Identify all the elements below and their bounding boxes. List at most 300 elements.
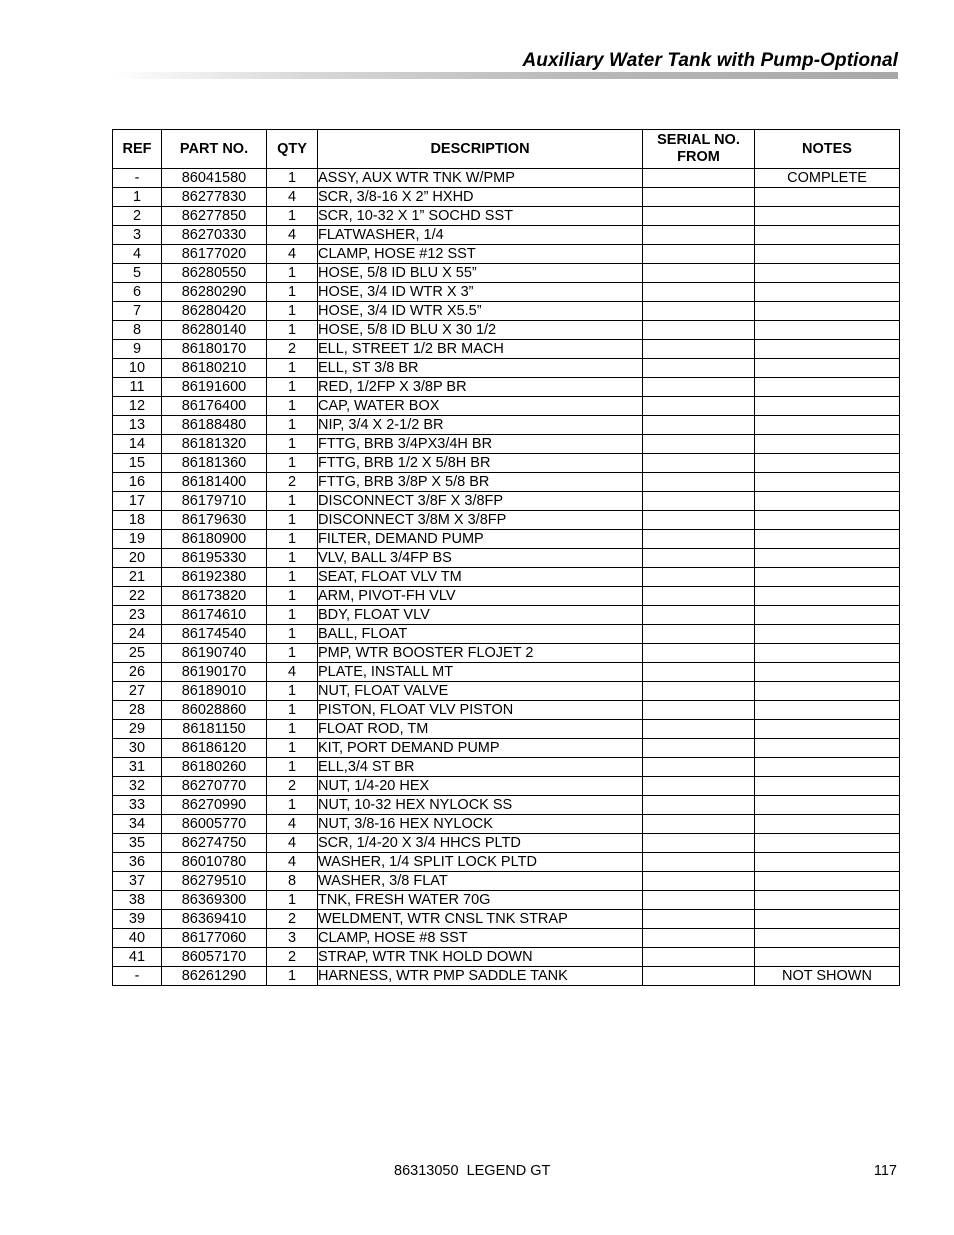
description-cell: CAP, WATER BOX [318, 397, 643, 416]
description-cell: BDY, FLOAT VLV [318, 606, 643, 625]
qty-cell: 4 [267, 834, 318, 853]
ref-cell: 34 [113, 815, 162, 834]
serial-no-cell [643, 321, 755, 340]
description-cell: FTTG, BRB 1/2 X 5/8H BR [318, 454, 643, 473]
serial-no-cell [643, 834, 755, 853]
part-no-cell: 86173820 [162, 587, 267, 606]
table-row [113, 663, 900, 682]
part-no-cell: 86180260 [162, 758, 267, 777]
table-row [113, 853, 900, 872]
notes-cell [755, 891, 900, 910]
description-cell: HOSE, 3/4 ID WTR X 3” [318, 283, 643, 302]
notes-cell [755, 777, 900, 796]
serial-no-cell [643, 625, 755, 644]
description-cell: SCR, 10-32 X 1” SOCHD SST [318, 207, 643, 226]
table-row [113, 283, 900, 302]
serial-no-cell [643, 853, 755, 872]
table-row [113, 492, 900, 511]
table-row [113, 815, 900, 834]
ref-cell: 8 [113, 321, 162, 340]
serial-no-cell [643, 701, 755, 720]
ref-cell: 20 [113, 549, 162, 568]
serial-no-cell [643, 644, 755, 663]
description-cell: PMP, WTR BOOSTER FLOJET 2 [318, 644, 643, 663]
notes-cell [755, 473, 900, 492]
ref-cell: 15 [113, 454, 162, 473]
part-no-cell: 86180170 [162, 340, 267, 359]
notes-cell [755, 226, 900, 245]
qty-cell: 1 [267, 682, 318, 701]
description-cell: WASHER, 3/8 FLAT [318, 872, 643, 891]
table-row [113, 340, 900, 359]
description-cell: VLV, BALL 3/4FP BS [318, 549, 643, 568]
part-no-cell: 86041580 [162, 169, 267, 188]
table-row [113, 226, 900, 245]
notes-cell [755, 625, 900, 644]
description-cell: HOSE, 5/8 ID BLU X 55” [318, 264, 643, 283]
part-no-cell: 86190740 [162, 644, 267, 663]
description-cell: FLOAT ROD, TM [318, 720, 643, 739]
qty-cell: 4 [267, 188, 318, 207]
qty-cell: 1 [267, 302, 318, 321]
table-row [113, 777, 900, 796]
serial-no-cell [643, 226, 755, 245]
description-cell: HARNESS, WTR PMP SADDLE TANK [318, 967, 643, 986]
serial-no-cell [643, 454, 755, 473]
serial-no-cell [643, 872, 755, 891]
notes-cell [755, 435, 900, 454]
parts-table-body [113, 169, 900, 986]
part-no-cell: 86274750 [162, 834, 267, 853]
description-cell: FTTG, BRB 3/8P X 5/8 BR [318, 473, 643, 492]
ref-cell: 40 [113, 929, 162, 948]
notes-cell [755, 492, 900, 511]
ref-cell: - [113, 169, 162, 188]
qty-cell: 4 [267, 853, 318, 872]
serial-no-cell [643, 948, 755, 967]
part-no-cell: 86177060 [162, 929, 267, 948]
col-header-description: DESCRIPTION [318, 130, 643, 169]
table-row [113, 967, 900, 986]
serial-no-cell [643, 188, 755, 207]
part-no-cell: 86280420 [162, 302, 267, 321]
col-header-ref: REF [113, 130, 162, 169]
qty-cell: 1 [267, 644, 318, 663]
qty-cell: 2 [267, 473, 318, 492]
table-row [113, 397, 900, 416]
table-row [113, 682, 900, 701]
table-row [113, 587, 900, 606]
ref-cell: 41 [113, 948, 162, 967]
part-no-cell: 86010780 [162, 853, 267, 872]
part-no-cell: 86188480 [162, 416, 267, 435]
qty-cell: 1 [267, 492, 318, 511]
notes-cell [755, 454, 900, 473]
notes-cell: NOT SHOWN [755, 967, 900, 986]
description-cell: DISCONNECT 3/8M X 3/8FP [318, 511, 643, 530]
ref-cell: 24 [113, 625, 162, 644]
ref-cell: 23 [113, 606, 162, 625]
description-cell: BALL, FLOAT [318, 625, 643, 644]
col-header-part-no: PART NO. [162, 130, 267, 169]
ref-cell: 21 [113, 568, 162, 587]
description-cell: NIP, 3/4 X 2-1/2 BR [318, 416, 643, 435]
ref-cell: 36 [113, 853, 162, 872]
part-no-cell: 86369410 [162, 910, 267, 929]
table-row [113, 264, 900, 283]
qty-cell: 1 [267, 454, 318, 473]
ref-cell: 32 [113, 777, 162, 796]
table-row [113, 473, 900, 492]
serial-no-cell [643, 340, 755, 359]
qty-cell: 2 [267, 777, 318, 796]
part-no-cell: 86005770 [162, 815, 267, 834]
part-no-cell: 86028860 [162, 701, 267, 720]
qty-cell: 1 [267, 587, 318, 606]
qty-cell: 1 [267, 264, 318, 283]
part-no-cell: 86280290 [162, 283, 267, 302]
table-row [113, 245, 900, 264]
ref-cell: 39 [113, 910, 162, 929]
qty-cell: 2 [267, 340, 318, 359]
table-row [113, 701, 900, 720]
qty-cell: 1 [267, 739, 318, 758]
serial-no-cell [643, 416, 755, 435]
ref-cell: 1 [113, 188, 162, 207]
part-no-cell: 86191600 [162, 378, 267, 397]
part-no-cell: 86279510 [162, 872, 267, 891]
notes-cell [755, 378, 900, 397]
table-row [113, 606, 900, 625]
parts-table [112, 129, 900, 986]
ref-cell: 33 [113, 796, 162, 815]
serial-no-cell [643, 758, 755, 777]
ref-cell: 11 [113, 378, 162, 397]
notes-cell [755, 834, 900, 853]
table-row [113, 568, 900, 587]
description-cell: TNK, FRESH WATER 70G [318, 891, 643, 910]
description-cell: FILTER, DEMAND PUMP [318, 530, 643, 549]
description-cell: WELDMENT, WTR CNSL TNK STRAP [318, 910, 643, 929]
serial-no-cell [643, 397, 755, 416]
ref-cell: 7 [113, 302, 162, 321]
qty-cell: 8 [267, 872, 318, 891]
notes-cell [755, 188, 900, 207]
serial-no-cell [643, 283, 755, 302]
ref-cell: 30 [113, 739, 162, 758]
serial-no-cell [643, 606, 755, 625]
notes-cell [755, 530, 900, 549]
ref-cell: - [113, 967, 162, 986]
serial-no-cell [643, 587, 755, 606]
description-cell: SEAT, FLOAT VLV TM [318, 568, 643, 587]
qty-cell: 4 [267, 663, 318, 682]
table-header-row [113, 130, 900, 169]
description-cell: NUT, FLOAT VALVE [318, 682, 643, 701]
description-cell: CLAMP, HOSE #8 SST [318, 929, 643, 948]
ref-cell: 5 [113, 264, 162, 283]
notes-cell [755, 853, 900, 872]
qty-cell: 1 [267, 416, 318, 435]
table-row [113, 549, 900, 568]
qty-cell: 1 [267, 568, 318, 587]
ref-cell: 29 [113, 720, 162, 739]
part-no-cell: 86189010 [162, 682, 267, 701]
qty-cell: 1 [267, 606, 318, 625]
table-row [113, 720, 900, 739]
qty-cell: 1 [267, 283, 318, 302]
notes-cell [755, 302, 900, 321]
notes-cell [755, 207, 900, 226]
table-row [113, 834, 900, 853]
table-row [113, 644, 900, 663]
serial-no-cell [643, 169, 755, 188]
ref-cell: 2 [113, 207, 162, 226]
table-row [113, 435, 900, 454]
qty-cell: 1 [267, 321, 318, 340]
footer-page-number: 117 [873, 1163, 897, 1179]
qty-cell: 1 [267, 359, 318, 378]
part-no-cell: 86192380 [162, 568, 267, 587]
serial-no-cell [643, 359, 755, 378]
serial-no-cell [643, 302, 755, 321]
part-no-cell: 86179630 [162, 511, 267, 530]
part-no-cell: 86369300 [162, 891, 267, 910]
ref-cell: 9 [113, 340, 162, 359]
part-no-cell: 86181400 [162, 473, 267, 492]
serial-no-cell [643, 777, 755, 796]
ref-cell: 27 [113, 682, 162, 701]
notes-cell [755, 872, 900, 891]
table-row [113, 416, 900, 435]
ref-cell: 38 [113, 891, 162, 910]
description-cell: SCR, 1/4-20 X 3/4 HHCS PLTD [318, 834, 643, 853]
serial-no-cell [643, 796, 755, 815]
qty-cell: 1 [267, 891, 318, 910]
ref-cell: 13 [113, 416, 162, 435]
qty-cell: 1 [267, 701, 318, 720]
notes-cell [755, 245, 900, 264]
description-cell: SCR, 3/8-16 X 2” HXHD [318, 188, 643, 207]
table-row [113, 910, 900, 929]
description-cell: HOSE, 5/8 ID BLU X 30 1/2 [318, 321, 643, 340]
table-row [113, 378, 900, 397]
serial-no-cell [643, 435, 755, 454]
notes-cell [755, 682, 900, 701]
qty-cell: 1 [267, 549, 318, 568]
description-cell: WASHER, 1/4 SPLIT LOCK PLTD [318, 853, 643, 872]
part-no-cell: 86177020 [162, 245, 267, 264]
part-no-cell: 86270770 [162, 777, 267, 796]
ref-cell: 19 [113, 530, 162, 549]
description-cell: ARM, PIVOT-FH VLV [318, 587, 643, 606]
part-no-cell: 86174540 [162, 625, 267, 644]
description-cell: NUT, 3/8-16 HEX NYLOCK [318, 815, 643, 834]
serial-no-cell [643, 530, 755, 549]
part-no-cell: 86179710 [162, 492, 267, 511]
ref-cell: 6 [113, 283, 162, 302]
part-no-cell: 86180900 [162, 530, 267, 549]
notes-cell [755, 910, 900, 929]
serial-no-cell [643, 511, 755, 530]
part-no-cell: 86190170 [162, 663, 267, 682]
serial-no-cell [643, 264, 755, 283]
ref-cell: 35 [113, 834, 162, 853]
serial-no-cell [643, 929, 755, 948]
part-no-cell: 86174610 [162, 606, 267, 625]
part-no-cell: 86180210 [162, 359, 267, 378]
notes-cell [755, 796, 900, 815]
qty-cell: 1 [267, 207, 318, 226]
notes-cell [755, 701, 900, 720]
col-header-qty: QTY [267, 130, 318, 169]
notes-cell [755, 948, 900, 967]
ref-cell: 22 [113, 587, 162, 606]
ref-cell: 3 [113, 226, 162, 245]
table-row [113, 302, 900, 321]
ref-cell: 25 [113, 644, 162, 663]
part-no-cell: 86280550 [162, 264, 267, 283]
notes-cell [755, 739, 900, 758]
part-no-cell: 86280140 [162, 321, 267, 340]
table-row [113, 530, 900, 549]
description-cell: FLATWASHER, 1/4 [318, 226, 643, 245]
description-cell: ASSY, AUX WTR TNK W/PMP [318, 169, 643, 188]
qty-cell: 1 [267, 378, 318, 397]
description-cell: NUT, 1/4-20 HEX [318, 777, 643, 796]
ref-cell: 14 [113, 435, 162, 454]
ref-cell: 37 [113, 872, 162, 891]
serial-no-cell [643, 492, 755, 511]
serial-no-cell [643, 720, 755, 739]
table-row [113, 454, 900, 473]
table-row [113, 758, 900, 777]
notes-cell [755, 397, 900, 416]
serial-no-cell [643, 739, 755, 758]
table-row [113, 511, 900, 530]
description-cell: STRAP, WTR TNK HOLD DOWN [318, 948, 643, 967]
serial-no-cell [643, 378, 755, 397]
serial-no-cell [643, 207, 755, 226]
table-row [113, 169, 900, 188]
qty-cell: 1 [267, 796, 318, 815]
table-row [113, 929, 900, 948]
ref-cell: 4 [113, 245, 162, 264]
notes-cell [755, 283, 900, 302]
description-cell: FTTG, BRB 3/4PX3/4H BR [318, 435, 643, 454]
qty-cell: 1 [267, 967, 318, 986]
notes-cell [755, 758, 900, 777]
description-cell: KIT, PORT DEMAND PUMP [318, 739, 643, 758]
description-cell: PISTON, FLOAT VLV PISTON [318, 701, 643, 720]
serial-no-cell [643, 473, 755, 492]
notes-cell [755, 359, 900, 378]
serial-no-cell [643, 682, 755, 701]
part-no-cell: 86181320 [162, 435, 267, 454]
page-title: Auxiliary Water Tank with Pump-Optional [522, 50, 898, 71]
part-no-cell: 86270990 [162, 796, 267, 815]
qty-cell: 1 [267, 530, 318, 549]
qty-cell: 1 [267, 625, 318, 644]
qty-cell: 1 [267, 720, 318, 739]
table-row [113, 321, 900, 340]
notes-cell: COMPLETE [755, 169, 900, 188]
notes-cell [755, 340, 900, 359]
table-row [113, 359, 900, 378]
notes-cell [755, 511, 900, 530]
part-no-cell: 86270330 [162, 226, 267, 245]
serial-no-cell [643, 967, 755, 986]
qty-cell: 4 [267, 226, 318, 245]
table-row [113, 872, 900, 891]
ref-cell: 26 [113, 663, 162, 682]
qty-cell: 1 [267, 397, 318, 416]
description-cell: CLAMP, HOSE #12 SST [318, 245, 643, 264]
qty-cell: 4 [267, 815, 318, 834]
qty-cell: 1 [267, 511, 318, 530]
part-no-cell: 86277830 [162, 188, 267, 207]
serial-no-cell [643, 815, 755, 834]
notes-cell [755, 416, 900, 435]
notes-cell [755, 929, 900, 948]
qty-cell: 3 [267, 929, 318, 948]
notes-cell [755, 587, 900, 606]
ref-cell: 28 [113, 701, 162, 720]
serial-no-cell [643, 549, 755, 568]
qty-cell: 2 [267, 910, 318, 929]
description-cell: DISCONNECT 3/8F X 3/8FP [318, 492, 643, 511]
notes-cell [755, 720, 900, 739]
ref-cell: 16 [113, 473, 162, 492]
description-cell: ELL, STREET 1/2 BR MACH [318, 340, 643, 359]
col-header-notes: NOTES [755, 130, 900, 169]
notes-cell [755, 264, 900, 283]
serial-no-cell [643, 663, 755, 682]
part-no-cell: 86057170 [162, 948, 267, 967]
notes-cell [755, 568, 900, 587]
ref-cell: 18 [113, 511, 162, 530]
part-no-cell: 86181360 [162, 454, 267, 473]
description-cell: ELL,3/4 ST BR [318, 758, 643, 777]
part-no-cell: 86277850 [162, 207, 267, 226]
qty-cell: 4 [267, 245, 318, 264]
qty-cell: 2 [267, 948, 318, 967]
serial-no-cell [643, 910, 755, 929]
table-row [113, 948, 900, 967]
description-cell: NUT, 10-32 HEX NYLOCK SS [318, 796, 643, 815]
notes-cell [755, 644, 900, 663]
serial-no-cell [643, 245, 755, 264]
description-cell: PLATE, INSTALL MT [318, 663, 643, 682]
ref-cell: 10 [113, 359, 162, 378]
table-row [113, 739, 900, 758]
table-row [113, 625, 900, 644]
part-no-cell: 86186120 [162, 739, 267, 758]
part-no-cell: 86176400 [162, 397, 267, 416]
title-rule [110, 72, 898, 79]
ref-cell: 17 [113, 492, 162, 511]
description-cell: ELL, ST 3/8 BR [318, 359, 643, 378]
description-cell: HOSE, 3/4 ID WTR X5.5” [318, 302, 643, 321]
ref-cell: 12 [113, 397, 162, 416]
notes-cell [755, 606, 900, 625]
qty-cell: 1 [267, 169, 318, 188]
notes-cell [755, 815, 900, 834]
table-row [113, 796, 900, 815]
table-row [113, 207, 900, 226]
notes-cell [755, 549, 900, 568]
serial-no-cell [643, 891, 755, 910]
